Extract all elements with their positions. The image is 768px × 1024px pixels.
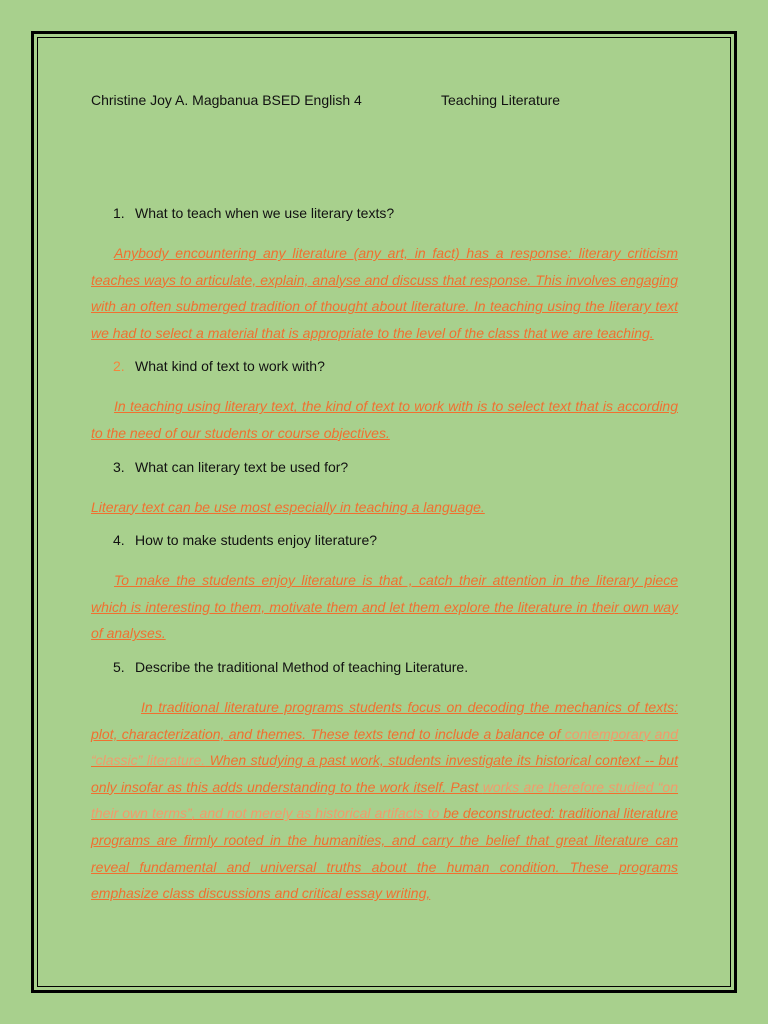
answer-5-part-1: In traditional literature programs students focus on decoding the mechanics of texts: plot, characterization, and themes. These texts tend to include a balance of — [91, 698, 678, 742]
answer-5 — [91, 694, 678, 907]
question-1 — [113, 203, 678, 223]
answer-5-part-5: be deconstructed: traditional literature programs are firmly rooted in the humanities, and carry the belief that great literature can reveal fundamental and universal truths about the human condition. These programs emphasize class discussions and critical essay writing, — [91, 805, 678, 902]
question-text: How to make students enjoy literature? — [135, 532, 378, 549]
answer-3: Literary text can be use most especially in teaching a language. — [91, 498, 485, 515]
question-text: What kind of text to work with? — [135, 358, 325, 375]
question-3 — [113, 457, 678, 477]
question-5 — [113, 657, 678, 677]
question-2 — [113, 356, 678, 376]
answer-2: In teaching using literary text, the kind of text to work with is to select text that is according to the need of our students or course objectives. — [91, 398, 678, 441]
answer-5-part-2: contemporary and “classic” literature. — [91, 725, 678, 769]
answer-5-part-4: works are therefore studied “on their own terms”, and not merely as historical artifacts to — [91, 778, 679, 822]
question-text: What can literary text be used for? — [135, 458, 349, 475]
question-number: 4. — [113, 532, 125, 549]
question-number: 3. — [113, 458, 125, 475]
answer-4: To make the students enjoy literature is that , catch their attention in the literary piece which is interesting to them, motivate them and let them explore the literature in their own way of analyses. — [91, 572, 678, 642]
question-number: 2. — [113, 358, 125, 375]
question-text: Describe the traditional Method of teaching Literature. — [135, 658, 469, 675]
answer-1: Anybody encountering any literature (any art, in fact) has a response: literary criticism teaches ways to articulate, explain, analyse and discuss that response. This involves engaging with an often submerged tradition of thought about literature. In teaching using the literary text we had to select a material that is appropriate to the level of the class that we are teaching. — [91, 245, 678, 341]
course-title: Teaching Literature — [441, 92, 561, 108]
document-body — [91, 203, 678, 917]
author-line: Christine Joy A. Magbanua BSED English 4 — [91, 92, 362, 108]
answer-5-part-3: When studying a past work, students investigate its historical context -- but only insofar as this adds understanding to the work itself. Past — [91, 752, 678, 795]
question-text: What to teach when we use literary texts? — [135, 205, 395, 221]
question-4 — [113, 530, 678, 550]
question-number: 1. — [113, 205, 125, 221]
document-header — [91, 92, 561, 108]
question-number: 5. — [113, 658, 125, 675]
